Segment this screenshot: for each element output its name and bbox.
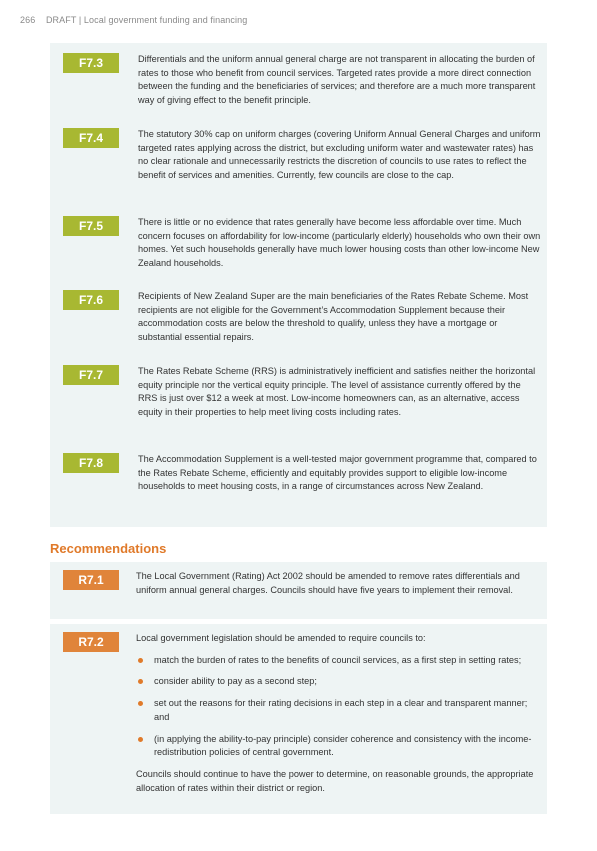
list-item: match the burden of rates to the benefits of council services, as a first step in setting rates; <box>136 654 542 668</box>
finding-label: F7.6 <box>63 290 119 310</box>
finding-text: Recipients of New Zealand Super are the main beneficiaries of the Rates Rebate Scheme. Most recipients are not eligible for the Government’s Accommodation Supplement because their accommodation costs are below the threshold to qualify, unless they have a mortgage or substantial essential repairs. <box>138 291 529 343</box>
recommendation-r7-2 <box>50 624 547 814</box>
finding-label: F7.3 <box>63 53 119 73</box>
recommendation-bullet-list <box>136 654 542 760</box>
finding-text: The Rates Rebate Scheme (RRS) is administratively inefficient and satisfies neither the horizontal equity principle nor the vertical equity principle. The level of assistance currently offered by the RRS is just over $12 a week at most. Low-income homeowners can, as an alternative, access equity in their properties to help meet living costs including rates. <box>138 366 536 418</box>
recommendation-label: R7.1 <box>63 570 119 590</box>
running-header <box>20 15 247 25</box>
recommendation-text: The Local Government (Rating) Act 2002 should be amended to remove rates differentials and uniform annual general charges. Councils should have five years to implement their removal. <box>136 571 520 595</box>
finding-label: F7.8 <box>63 453 119 473</box>
list-item: set out the reasons for their rating decisions in each step in a clear and transparent manner; and <box>136 697 542 724</box>
list-item: (in applying the ability-to-pay principle) consider coherence and consistency with the income-redistribution policies of central government. <box>136 733 542 760</box>
page-number: 266 <box>20 15 36 25</box>
bullet-icon <box>138 701 143 706</box>
finding-label: F7.7 <box>63 365 119 385</box>
finding-text: There is little or no evidence that rates generally have become less affordable over time. Much concern focuses on affordability for low-income (particularly elderly) households who own their own homes. Yet such households generally have much lower housing costs than other low-income New Zealand households. <box>138 217 541 269</box>
bullet-icon <box>138 679 143 684</box>
finding-text: The statutory 30% cap on uniform charges (covering Uniform Annual General Charges and uniform targeted rates applying across the district, but excluding uniform water and wastewater rates) has no clear rationale and unnecessarily restricts the discretion of councils to use rates to reflect the benefit of services and amenities. Currently, few councils are close to the cap. <box>138 129 541 181</box>
bullet-icon <box>138 737 143 742</box>
recommendation-intro: Local government legislation should be amended to require councils to: <box>136 633 426 643</box>
finding-label: F7.4 <box>63 128 119 148</box>
finding-text: The Accommodation Supplement is a well-tested major government programme that, compared to the Rates Rebate Scheme, efficiently and equitably provides support to eligible low-income households to meet housing costs, in a range of circumstances across New Zealand. <box>138 454 537 492</box>
recommendation-closing: Councils should continue to have the power to determine, on reasonable grounds, the appropriate allocation of rates within their district or region. <box>136 768 534 793</box>
recommendation-label: R7.2 <box>63 632 119 652</box>
findings-panel <box>50 43 547 527</box>
bullet-icon <box>138 658 143 663</box>
recommendations-heading: Recommendations <box>50 541 167 556</box>
list-item: consider ability to pay as a second step; <box>136 675 542 689</box>
recommendation-r7-1 <box>50 562 547 619</box>
recommendation-body <box>136 632 542 803</box>
finding-label: F7.5 <box>63 216 119 236</box>
header-title: DRAFT | Local government funding and financing <box>45 15 248 25</box>
finding-text: Differentials and the uniform annual general charge are not transparent in allocating the burden of rates to those who benefit from council services. Targeted rates provide a more direct connection between the funding and the beneficiaries of services; and therefore are a much more transparent way of giving effect to the benefit principle. <box>138 54 536 106</box>
